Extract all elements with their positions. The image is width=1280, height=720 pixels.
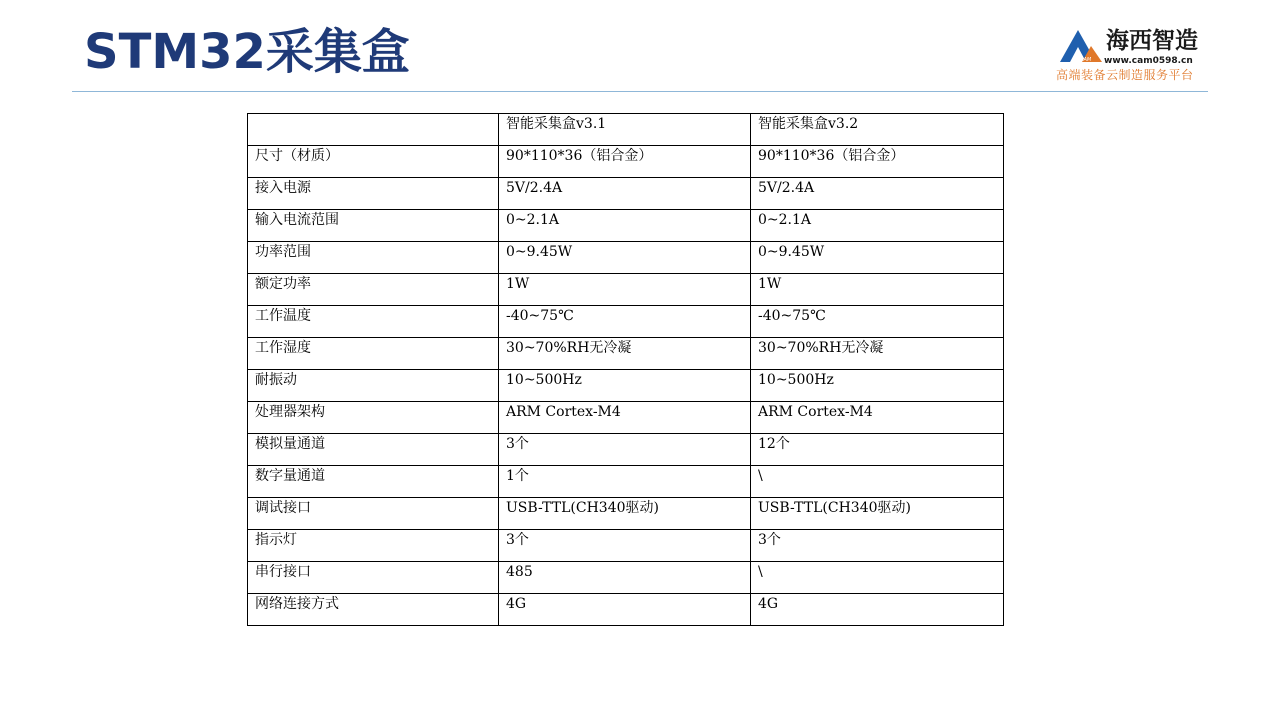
spec-value-cell: 0~9.45W bbox=[751, 242, 1004, 274]
spec-value-cell: USB-TTL(CH340驱动) bbox=[751, 498, 1004, 530]
spec-label-cell: 指示灯 bbox=[248, 530, 499, 562]
header-cell-empty bbox=[248, 114, 499, 146]
table-row bbox=[248, 338, 1004, 370]
table-row bbox=[248, 498, 1004, 530]
table-row bbox=[248, 562, 1004, 594]
spec-label-cell: 耐振动 bbox=[248, 370, 499, 402]
table-row bbox=[248, 466, 1004, 498]
table-row bbox=[248, 242, 1004, 274]
spec-label-cell: 处理器架构 bbox=[248, 402, 499, 434]
spec-value-cell: 10~500Hz bbox=[499, 370, 751, 402]
spec-value-cell: USB-TTL(CH340驱动) bbox=[499, 498, 751, 530]
spec-value-cell: 3个 bbox=[499, 434, 751, 466]
spec-label-cell: 额定功率 bbox=[248, 274, 499, 306]
spec-label-cell: 尺寸（材质） bbox=[248, 146, 499, 178]
table-row bbox=[248, 178, 1004, 210]
spec-label-cell: 功率范围 bbox=[248, 242, 499, 274]
spec-value-cell: 90*110*36（铝合金） bbox=[499, 146, 751, 178]
slide-title: STM32采集盒 bbox=[84, 24, 410, 80]
company-logo bbox=[1056, 26, 1208, 86]
table-header-row bbox=[248, 114, 1004, 146]
logo-triangle-icon bbox=[1056, 28, 1104, 64]
header-cell-model: 智能采集盒v3.2 bbox=[751, 114, 1004, 146]
spec-value-cell: \ bbox=[751, 562, 1004, 594]
table-row bbox=[248, 146, 1004, 178]
spec-value-cell: ARM Cortex-M4 bbox=[751, 402, 1004, 434]
spec-label-cell: 接入电源 bbox=[248, 178, 499, 210]
spec-label-cell: 数字量通道 bbox=[248, 466, 499, 498]
spec-value-cell: 4G bbox=[499, 594, 751, 626]
logo-mark-text: CAM bbox=[1080, 57, 1092, 63]
spec-label-cell: 工作湿度 bbox=[248, 338, 499, 370]
spec-label-cell: 网络连接方式 bbox=[248, 594, 499, 626]
spec-value-cell: 10~500Hz bbox=[751, 370, 1004, 402]
spec-value-cell: 5V/2.4A bbox=[499, 178, 751, 210]
spec-label-cell: 输入电流范围 bbox=[248, 210, 499, 242]
spec-value-cell: 30~70%RH无冷凝 bbox=[499, 338, 751, 370]
table-row bbox=[248, 370, 1004, 402]
spec-value-cell: 5V/2.4A bbox=[751, 178, 1004, 210]
table-row bbox=[248, 210, 1004, 242]
logo-website: www.cam0598.cn bbox=[1104, 56, 1193, 66]
spec-value-cell: 0~2.1A bbox=[499, 210, 751, 242]
spec-table-body bbox=[248, 114, 1004, 626]
spec-value-cell: 0~2.1A bbox=[751, 210, 1004, 242]
spec-value-cell: 30~70%RH无冷凝 bbox=[751, 338, 1004, 370]
spec-value-cell: 1W bbox=[751, 274, 1004, 306]
spec-value-cell: 3个 bbox=[499, 530, 751, 562]
table-row bbox=[248, 274, 1004, 306]
spec-label-cell: 工作温度 bbox=[248, 306, 499, 338]
spec-value-cell: 12个 bbox=[751, 434, 1004, 466]
spec-label-cell: 串行接口 bbox=[248, 562, 499, 594]
spec-comparison-table bbox=[247, 113, 1004, 626]
spec-value-cell: ARM Cortex-M4 bbox=[499, 402, 751, 434]
spec-value-cell: 3个 bbox=[751, 530, 1004, 562]
spec-label-cell: 调试接口 bbox=[248, 498, 499, 530]
table-row bbox=[248, 434, 1004, 466]
spec-label-cell: 模拟量通道 bbox=[248, 434, 499, 466]
header-cell-model: 智能采集盒v3.1 bbox=[499, 114, 751, 146]
header-divider bbox=[72, 91, 1208, 92]
spec-value-cell: \ bbox=[751, 466, 1004, 498]
logo-company-name: 海西智造 bbox=[1106, 28, 1198, 54]
spec-value-cell: 485 bbox=[499, 562, 751, 594]
table-row bbox=[248, 594, 1004, 626]
spec-value-cell: 1个 bbox=[499, 466, 751, 498]
spec-value-cell: 1W bbox=[499, 274, 751, 306]
spec-value-cell: 0~9.45W bbox=[499, 242, 751, 274]
spec-value-cell: 90*110*36（铝合金） bbox=[751, 146, 1004, 178]
table-row bbox=[248, 402, 1004, 434]
spec-value-cell: -40~75℃ bbox=[499, 306, 751, 338]
table-row bbox=[248, 306, 1004, 338]
spec-value-cell: 4G bbox=[751, 594, 1004, 626]
logo-slogan: 高端装备云制造服务平台 bbox=[1056, 68, 1194, 82]
table-row bbox=[248, 530, 1004, 562]
spec-value-cell: -40~75℃ bbox=[751, 306, 1004, 338]
